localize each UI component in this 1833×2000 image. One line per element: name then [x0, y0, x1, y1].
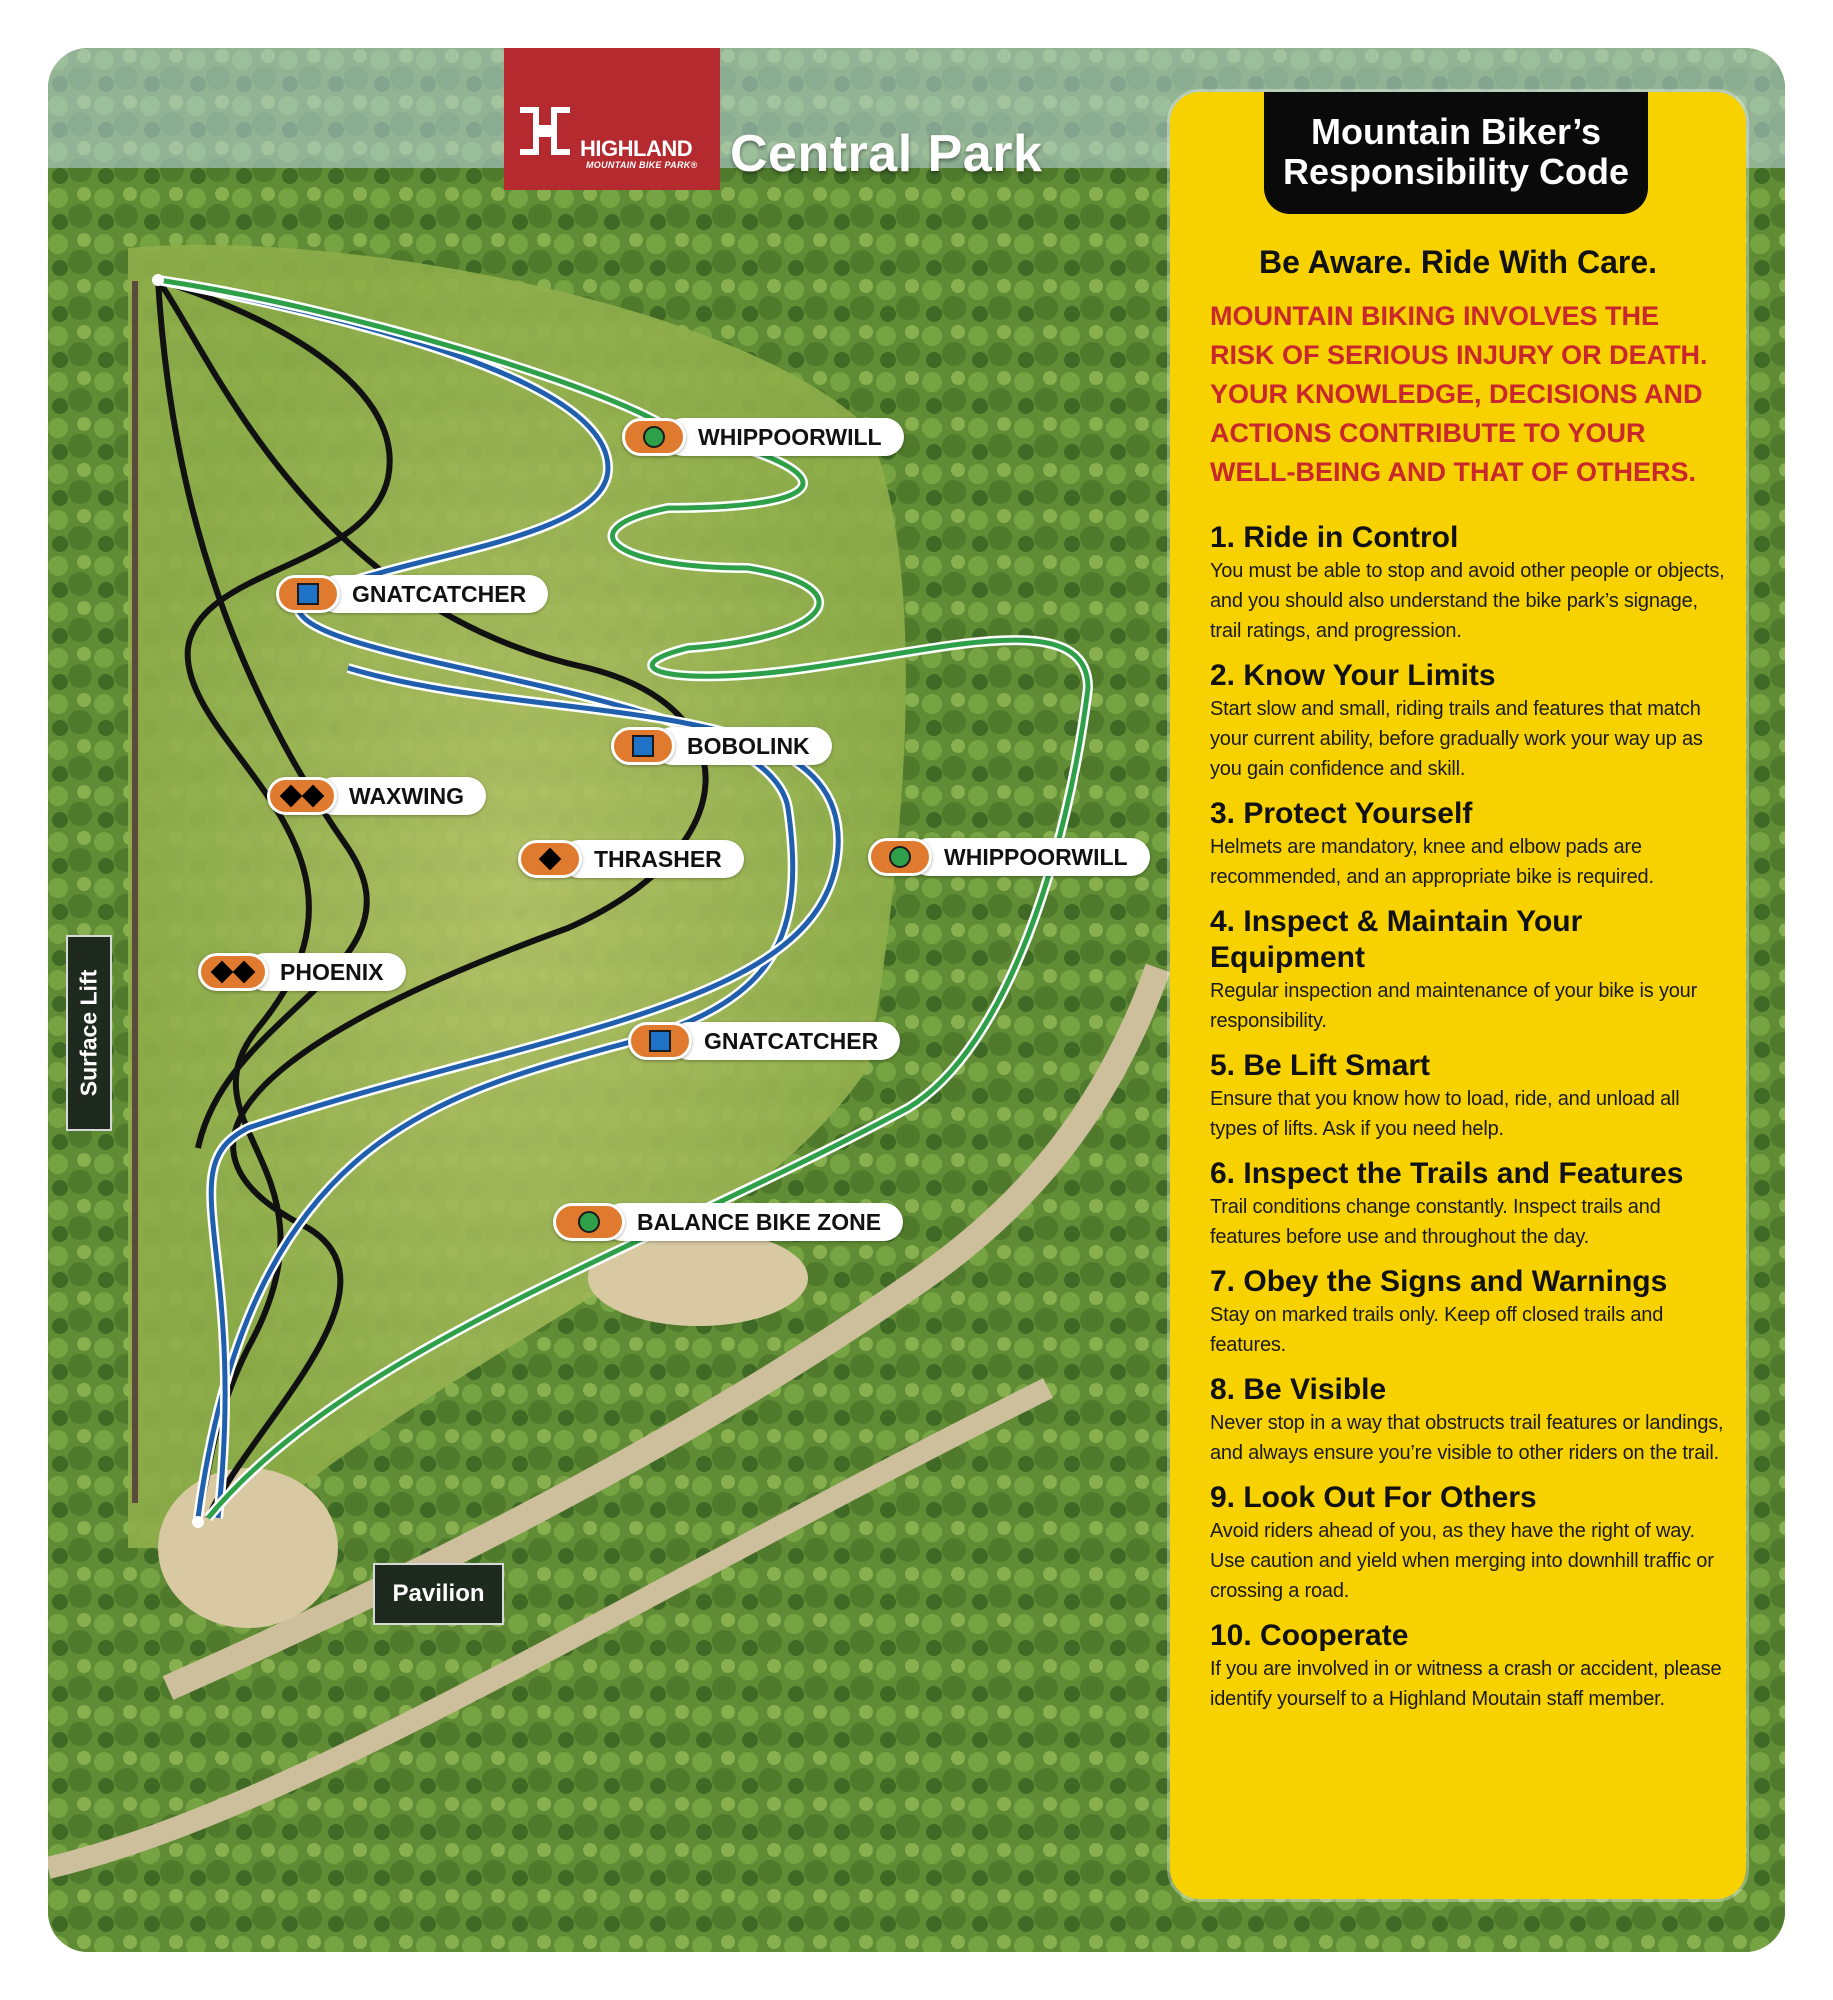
rule-title: 2. Know Your Limits	[1210, 659, 1496, 692]
rule-title: 7. Obey the Signs and Warnings	[1210, 1265, 1668, 1298]
rule-item	[1210, 1264, 1730, 1360]
trail-name: WAXWING	[315, 777, 486, 815]
responsibility-code-panel	[1170, 92, 1746, 1899]
blue-square-icon	[628, 1022, 692, 1060]
surface-lift-label: Surface Lift	[66, 935, 112, 1131]
panel-heading	[1264, 92, 1648, 214]
double-black-diamond-icon	[198, 953, 268, 991]
trail-sign-gnatcatcher-lower[interactable]	[628, 1022, 900, 1060]
rule-body: Regular inspection and maintenance of your bike is your responsibility.	[1210, 980, 1698, 1032]
rule-body: Avoid riders ahead of you, as they have the right of way. Use caution and yield when merging into downhill traffic or crossing a road.	[1210, 1520, 1714, 1602]
heading-line-2: Responsibility Code	[1282, 151, 1630, 192]
rule-item	[1210, 904, 1730, 1036]
trail-sign-thrasher[interactable]	[518, 840, 744, 878]
rule-item	[1210, 1048, 1730, 1144]
rule-title: 10. Cooperate	[1210, 1619, 1409, 1652]
rule-title: 9. Look Out For Others	[1210, 1481, 1537, 1514]
rule-item	[1210, 658, 1730, 784]
rule-title: 5. Be Lift Smart	[1210, 1049, 1431, 1082]
park-title: Central Park	[730, 125, 1043, 183]
rule-body: If you are involved in or witness a crash or accident, please identify yourself to a Highland Moutain staff member.	[1210, 1658, 1722, 1710]
trail-name: GNATCATCHER	[670, 1022, 900, 1060]
rule-title: 3. Protect Yourself	[1210, 797, 1473, 830]
trail-sign-whippoorwill-top[interactable]	[622, 418, 904, 456]
double-black-diamond-icon	[267, 777, 337, 815]
green-circle-icon	[553, 1203, 625, 1241]
rule-item	[1210, 520, 1730, 646]
blue-square-icon	[611, 727, 675, 765]
rule-title: 4. Inspect & Maintain Your Equipment	[1210, 905, 1583, 974]
trail-name: BALANCE BIKE ZONE	[603, 1203, 903, 1241]
rule-title: 6. Inspect the Trails and Features	[1210, 1157, 1684, 1190]
trail-sign-whippoorwill-right[interactable]	[868, 838, 1150, 876]
rule-body: Never stop in a way that obstructs trail features or landings, and always ensure you’re visible to other riders on the trail.	[1210, 1412, 1724, 1464]
rule-item	[1210, 1480, 1730, 1606]
rules-list	[1210, 520, 1730, 1726]
trail-name: THRASHER	[560, 840, 744, 878]
rule-item	[1210, 1156, 1730, 1252]
rule-body: Trail conditions change constantly. Inspect trails and features before use and throughout the day.	[1210, 1196, 1661, 1248]
rule-title: 1. Ride in Control	[1210, 521, 1459, 554]
rule-body: You must be able to stop and avoid other people or objects, and you should also understand the bike park’s signage, trail ratings, and progression.	[1210, 560, 1725, 642]
trail-name: BOBOLINK	[653, 727, 832, 765]
risk-warning: MOUNTAIN BIKING INVOLVES THE RISK OF SERIOUS INJURY OR DEATH. YOUR KNOWLEDGE, DECISIONS AND ACTIONS CONTRIBUTE TO YOUR WELL-BEING AND THAT OF OTHERS.	[1210, 301, 1708, 487]
highland-logo-mark-icon	[516, 106, 574, 156]
rule-body: Stay on marked trails only. Keep off closed trails and features.	[1210, 1304, 1664, 1356]
trail-name: PHOENIX	[246, 953, 406, 991]
blue-square-icon	[276, 575, 340, 613]
logo-subtitle: MOUNTAIN BIKE PARK®	[586, 160, 698, 170]
rule-body: Start slow and small, riding trails and features that match your current ability, before gradually work your way up as you gain confidence and skill.	[1210, 698, 1703, 780]
trail-name: WHIPPOORWILL	[664, 418, 904, 456]
rule-item	[1210, 796, 1730, 892]
trail-sign-balance-bike-zone[interactable]	[553, 1203, 903, 1241]
rule-body: Helmets are mandatory, knee and elbow pads are recommended, and an appropriate bike is required.	[1210, 836, 1654, 888]
tagline: Be Aware. Ride With Care.	[1258, 244, 1658, 280]
trail-name: GNATCATCHER	[318, 575, 548, 613]
rule-item	[1210, 1372, 1730, 1468]
trail-sign-bobolink[interactable]	[611, 727, 832, 765]
highland-logo	[504, 48, 720, 190]
green-circle-icon	[868, 838, 932, 876]
rule-body: Ensure that you know how to load, ride, and unload all types of lifts. Ask if you need help.	[1210, 1088, 1680, 1140]
green-circle-icon	[622, 418, 686, 456]
pavilion-label: Pavilion	[373, 1563, 504, 1625]
logo-wordmark: HIGHLAND	[580, 136, 693, 161]
heading-line-1: Mountain Biker’s	[1310, 111, 1602, 152]
trail-sign-waxwing[interactable]	[267, 777, 486, 815]
rule-item	[1210, 1618, 1730, 1714]
black-diamond-icon	[518, 840, 582, 878]
trail-sign-gnatcatcher-upper[interactable]	[276, 575, 548, 613]
trail-name: WHIPPOORWILL	[910, 838, 1150, 876]
trail-sign-phoenix[interactable]	[198, 953, 406, 991]
rule-title: 8. Be Visible	[1210, 1373, 1387, 1406]
